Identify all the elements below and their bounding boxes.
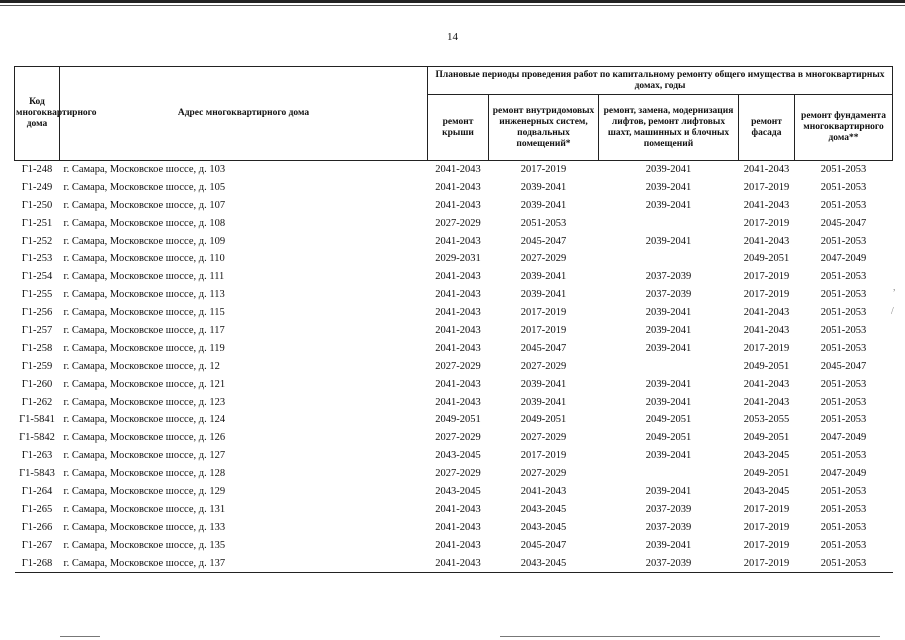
- cell-foundation: 2047-2049: [820, 432, 867, 444]
- cell-lifts: 2049-2051: [645, 432, 692, 444]
- cell-facade: 2041-2043: [743, 396, 790, 408]
- cell-roof: 2041-2043: [435, 163, 481, 175]
- cell-code: Г1-262: [21, 396, 53, 408]
- cell-address: г. Самара, Московское шоссе, д. 12: [63, 360, 220, 372]
- cell-systems: 2049-2051: [520, 414, 567, 426]
- cell-address: г. Самара, Московское шоссе, д. 124: [63, 414, 226, 426]
- cell-address: г. Самара, Московское шоссе, д. 108: [63, 217, 226, 229]
- cell-foundation: 2051-2053: [820, 539, 867, 551]
- cell-address: г. Самара, Московское шоссе, д. 121: [63, 378, 226, 390]
- table-row: [15, 465, 893, 483]
- cell-code: Г1-248: [21, 163, 53, 175]
- cell-facade: 2017-2019: [743, 503, 790, 515]
- cell-systems: 2051-2053: [520, 217, 567, 229]
- page-number: 14: [447, 31, 458, 43]
- cell-foundation: 2045-2047: [820, 360, 867, 372]
- cell-address: г. Самара, Московское шоссе, д. 113: [63, 289, 225, 301]
- cell-address: г. Самара, Московское шоссе, д. 127: [63, 450, 226, 462]
- cell-roof: 2041-2043: [435, 235, 481, 247]
- cell-systems: 2039-2041: [520, 199, 567, 211]
- cell-facade: 2049-2051: [743, 432, 790, 444]
- cell-roof: 2041-2043: [435, 539, 481, 551]
- header-systems: ремонт внутридомовых инженерных систем, подвальных помещений*: [489, 95, 599, 161]
- cell-address: г. Самара, Московское шоссе, д. 133: [63, 521, 226, 533]
- cell-roof: 2043-2045: [435, 485, 481, 497]
- table-body: [15, 161, 893, 573]
- table-row: [15, 555, 893, 573]
- cell-facade: 2017-2019: [739, 555, 795, 573]
- table-row: [15, 447, 893, 465]
- cell-systems: 2043-2045: [489, 555, 599, 573]
- cell-systems: 2041-2043: [520, 485, 567, 497]
- cell-roof: 2041-2043: [435, 324, 481, 336]
- cell-foundation: 2051-2053: [820, 414, 867, 426]
- cell-foundation: 2051-2053: [820, 289, 867, 301]
- cell-address: г. Самара, Московское шоссе, д. 119: [63, 342, 225, 354]
- cell-facade: 2041-2043: [743, 163, 790, 175]
- table-row: [15, 304, 893, 322]
- cell-roof: 2041-2043: [435, 503, 481, 515]
- header-address: Адрес многоквартирного дома: [60, 67, 428, 161]
- cell-systems: 2039-2041: [520, 289, 567, 301]
- cell-systems: 2017-2019: [520, 307, 567, 319]
- cell-systems: 2039-2041: [520, 378, 567, 390]
- cell-address: г. Самара, Московское шоссе, д. 129: [63, 485, 226, 497]
- table-row: [15, 483, 893, 501]
- table-row: [15, 394, 893, 412]
- cell-systems: 2027-2029: [520, 253, 567, 265]
- header-roof: ремонт крыши: [428, 95, 489, 161]
- table-row: [15, 519, 893, 537]
- cell-foundation: 2051-2053: [820, 181, 867, 193]
- cell-roof: 2027-2029: [435, 217, 481, 229]
- cell-facade: 2041-2043: [743, 378, 790, 390]
- cell-roof: 2043-2045: [435, 450, 481, 462]
- cell-code: Г1-260: [21, 378, 53, 390]
- cell-lifts: 2039-2041: [645, 539, 692, 551]
- top-rule-thin: [0, 5, 905, 6]
- cell-systems: 2027-2029: [520, 432, 567, 444]
- cell-facade: 2041-2043: [743, 324, 790, 336]
- cell-code: Г1-256: [21, 307, 53, 319]
- cell-facade: 2017-2019: [743, 539, 790, 551]
- cell-systems: 2043-2045: [520, 521, 567, 533]
- table-row: [15, 215, 893, 233]
- cell-lifts: 2039-2041: [645, 324, 692, 336]
- cell-roof: 2027-2029: [435, 432, 481, 444]
- capital-repair-table: [14, 66, 893, 573]
- cell-address: г. Самара, Московское шоссе, д. 109: [63, 235, 226, 247]
- table-row: [15, 179, 893, 197]
- cell-foundation: 2051-2053: [820, 396, 867, 408]
- bottom-rule: [500, 636, 880, 637]
- cell-facade: 2041-2043: [743, 199, 790, 211]
- cell-address: г. Самара, Московское шоссе, д. 137: [60, 555, 428, 573]
- cell-lifts: 2039-2041: [645, 450, 692, 462]
- cell-systems: 2045-2047: [520, 539, 567, 551]
- table-row: [15, 340, 893, 358]
- cell-foundation: 2051-2053: [820, 378, 867, 390]
- cell-address: г. Самара, Московское шоссе, д. 128: [63, 468, 226, 480]
- cell-roof: 2041-2043: [435, 521, 481, 533]
- cell-facade: 2017-2019: [743, 521, 790, 533]
- cell-roof: 2049-2051: [435, 414, 481, 426]
- cell-facade: 2043-2045: [743, 485, 790, 497]
- header-periods: Плановые периоды проведения работ по капитальному ремонту общего имущества в многоквартирных домах, годы: [428, 67, 893, 95]
- cell-code: Г1-258: [21, 342, 53, 354]
- cell-address: г. Самара, Московское шоссе, д. 105: [63, 181, 226, 193]
- cell-systems: 2017-2019: [520, 163, 567, 175]
- bottom-rule: [60, 636, 100, 637]
- cell-foundation: 2051-2053: [820, 199, 867, 211]
- cell-systems: 2045-2047: [520, 235, 567, 247]
- cell-lifts: 2037-2039: [645, 289, 692, 301]
- cell-address: г. Самара, Московское шоссе, д. 126: [63, 432, 226, 444]
- cell-address: г. Самара, Московское шоссе, д. 135: [63, 539, 226, 551]
- cell-code: Г1-268: [15, 555, 60, 573]
- cell-roof: 2041-2043: [428, 555, 489, 573]
- cell-code: Г1-254: [21, 271, 53, 283]
- cell-lifts: [599, 358, 739, 376]
- cell-address: г. Самара, Московское шоссе, д. 115: [63, 307, 225, 319]
- cell-roof: 2041-2043: [435, 199, 481, 211]
- cell-foundation: 2047-2049: [820, 253, 867, 265]
- cell-lifts: 2039-2041: [645, 396, 692, 408]
- cell-roof: 2027-2029: [435, 360, 481, 372]
- header-code: Код многоквартирного дома: [15, 67, 60, 161]
- cell-facade: 2017-2019: [743, 342, 790, 354]
- cell-foundation: 2047-2049: [820, 468, 867, 480]
- cell-address: г. Самара, Московское шоссе, д. 111: [63, 271, 225, 283]
- cell-code: Г1-5843: [19, 468, 55, 480]
- cell-lifts: 2037-2039: [645, 521, 692, 533]
- cell-roof: 2029-2031: [435, 253, 481, 265]
- table-row: [15, 376, 893, 394]
- cell-lifts: 2039-2041: [645, 235, 692, 247]
- table-row: [15, 411, 893, 429]
- table-row: [15, 501, 893, 519]
- cell-lifts: [599, 250, 739, 268]
- cell-roof: 2041-2043: [435, 342, 481, 354]
- table-row: [15, 268, 893, 286]
- cell-systems: 2027-2029: [520, 360, 567, 372]
- cell-foundation: 2051-2053: [820, 450, 867, 462]
- cell-facade: 2049-2051: [743, 360, 790, 372]
- table-row: [15, 429, 893, 447]
- cell-foundation: 2051-2053: [820, 485, 867, 497]
- header-lifts: ремонт, замена, модернизация лифтов, ремонт лифтовых шахт, машинных и блочных помещений: [599, 95, 739, 161]
- cell-systems: 2039-2041: [520, 396, 567, 408]
- cell-foundation: 2051-2053: [820, 342, 867, 354]
- cell-lifts: 2039-2041: [645, 378, 692, 390]
- table-row: [15, 322, 893, 340]
- scan-mark: /: [891, 306, 894, 317]
- cell-code: Г1-263: [21, 450, 53, 462]
- header-facade: ремонт фасада: [739, 95, 795, 161]
- cell-facade: 2017-2019: [743, 271, 790, 283]
- cell-code: Г1-249: [21, 181, 53, 193]
- cell-lifts: [599, 465, 739, 483]
- cell-code: Г1-5841: [19, 414, 55, 426]
- cell-facade: 2017-2019: [743, 217, 790, 229]
- cell-foundation: 2051-2053: [820, 163, 867, 175]
- cell-lifts: 2039-2041: [645, 342, 692, 354]
- cell-foundation: 2051-2053: [820, 235, 867, 247]
- table-row: [15, 233, 893, 251]
- cell-systems: 2045-2047: [520, 342, 567, 354]
- cell-lifts: 2049-2051: [645, 414, 692, 426]
- table-row: [15, 161, 893, 179]
- cell-code: Г1-5842: [19, 432, 55, 444]
- cell-systems: 2043-2045: [520, 503, 567, 515]
- cell-code: Г1-265: [21, 503, 53, 515]
- cell-code: Г1-266: [21, 521, 53, 533]
- cell-roof: 2041-2043: [435, 396, 481, 408]
- cell-roof: 2027-2029: [435, 468, 481, 480]
- cell-lifts: 2039-2041: [645, 181, 692, 193]
- cell-code: Г1-251: [21, 217, 53, 229]
- cell-lifts: 2039-2041: [645, 307, 692, 319]
- cell-roof: 2041-2043: [435, 289, 481, 301]
- cell-foundation: 2051-2053: [795, 555, 893, 573]
- cell-facade: 2017-2019: [743, 181, 790, 193]
- cell-roof: 2041-2043: [435, 271, 481, 283]
- cell-systems: 2039-2041: [520, 181, 567, 193]
- cell-code: Г1-255: [21, 289, 53, 301]
- cell-systems: 2039-2041: [520, 271, 567, 283]
- cell-roof: 2041-2043: [435, 378, 481, 390]
- table-row: [15, 250, 893, 268]
- cell-facade: 2041-2043: [743, 307, 790, 319]
- cell-systems: 2027-2029: [520, 468, 567, 480]
- scan-mark: ,: [893, 282, 896, 293]
- cell-facade: 2053-2055: [743, 414, 790, 426]
- table-row: [15, 286, 893, 304]
- cell-roof: 2041-2043: [435, 181, 481, 193]
- cell-lifts: 2039-2041: [645, 163, 692, 175]
- cell-foundation: 2051-2053: [820, 324, 867, 336]
- cell-foundation: 2051-2053: [820, 271, 867, 283]
- header-foundation: ремонт фундамента многоквартирного дома**: [795, 95, 893, 161]
- cell-code: Г1-253: [21, 253, 53, 265]
- cell-lifts: 2037-2039: [645, 503, 692, 515]
- top-rule: [0, 0, 905, 3]
- table-row: [15, 358, 893, 376]
- cell-foundation: 2051-2053: [820, 503, 867, 515]
- cell-code: Г1-259: [21, 360, 53, 372]
- cell-foundation: 2051-2053: [820, 307, 867, 319]
- table-row: [15, 537, 893, 555]
- cell-foundation: 2051-2053: [820, 521, 867, 533]
- cell-systems: 2017-2019: [520, 450, 567, 462]
- cell-lifts: 2037-2039: [599, 555, 739, 573]
- cell-lifts: 2039-2041: [645, 485, 692, 497]
- cell-address: г. Самара, Московское шоссе, д. 131: [63, 503, 226, 515]
- cell-address: г. Самара, Московское шоссе, д. 107: [63, 199, 226, 211]
- cell-roof: 2041-2043: [435, 307, 481, 319]
- cell-facade: 2041-2043: [743, 235, 790, 247]
- table-row: [15, 197, 893, 215]
- cell-address: г. Самара, Московское шоссе, д. 103: [63, 163, 226, 175]
- cell-facade: 2049-2051: [743, 253, 790, 265]
- cell-lifts: [599, 215, 739, 233]
- cell-code: Г1-250: [21, 199, 53, 211]
- cell-systems: 2017-2019: [520, 324, 567, 336]
- cell-facade: 2043-2045: [743, 450, 790, 462]
- cell-address: г. Самара, Московское шоссе, д. 110: [63, 253, 225, 265]
- cell-address: г. Самара, Московское шоссе, д. 123: [63, 396, 226, 408]
- cell-code: Г1-267: [21, 539, 53, 551]
- cell-facade: 2017-2019: [743, 289, 790, 301]
- cell-address: г. Самара, Московское шоссе, д. 117: [63, 324, 225, 336]
- cell-code: Г1-257: [21, 324, 53, 336]
- cell-code: Г1-252: [21, 235, 53, 247]
- cell-facade: 2049-2051: [743, 468, 790, 480]
- cell-foundation: 2045-2047: [820, 217, 867, 229]
- cell-code: Г1-264: [21, 485, 53, 497]
- cell-lifts: 2039-2041: [645, 199, 692, 211]
- cell-lifts: 2037-2039: [645, 271, 692, 283]
